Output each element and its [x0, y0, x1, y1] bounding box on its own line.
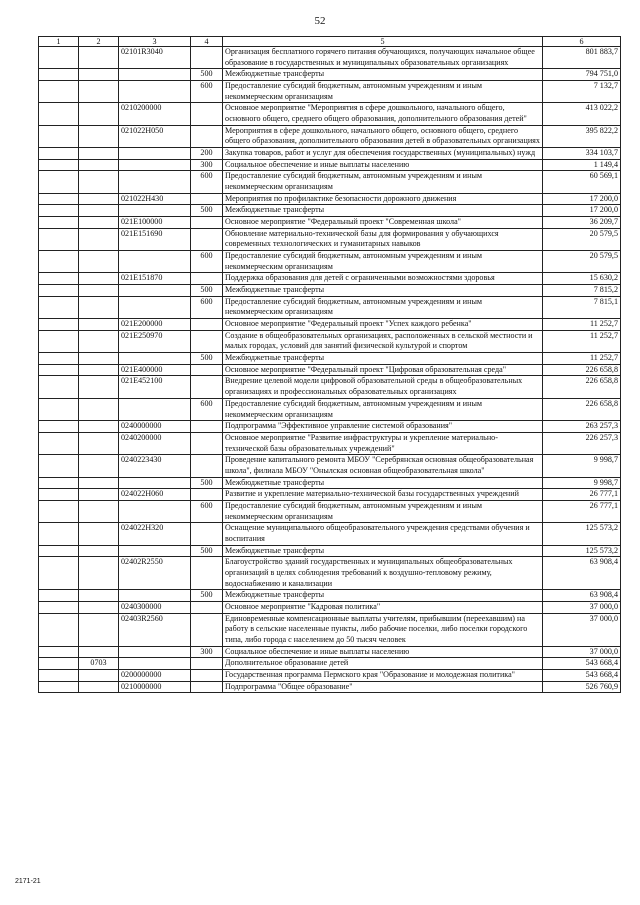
cell-target-code: 0240000000	[119, 421, 191, 433]
cell-target-code	[119, 251, 191, 273]
cell-section-code	[79, 545, 119, 557]
cell-description: Основное мероприятие "Федеральный проект "Современная школа"	[223, 217, 543, 229]
table-row	[39, 103, 621, 125]
cell-description: Межбюджетные трансферты	[223, 590, 543, 602]
cell-amount: 801 883,7	[543, 47, 621, 69]
cell-section-code	[79, 319, 119, 331]
cell-description: Основное мероприятие "Федеральный проект "Успех каждого ребенка"	[223, 319, 543, 331]
table-row	[39, 148, 621, 160]
cell-amount: 226 658,8	[543, 376, 621, 398]
cell-section-code	[79, 148, 119, 160]
table-row	[39, 319, 621, 331]
cell-amount: 26 777,1	[543, 500, 621, 522]
table-row	[39, 47, 621, 69]
cell-description: Мероприятия в сфере дошкольного, начального общего, основного общего, среднего общего образования, дополнительного образования детей в образовательных организациях	[223, 125, 543, 147]
cell-description: Оснащение муниципального общеобразовательного учреждения средствами обучения и воспитания	[223, 523, 543, 545]
table-row	[39, 421, 621, 433]
cell-expense-type	[191, 669, 223, 681]
table-row	[39, 364, 621, 376]
cell-section-code	[79, 330, 119, 352]
cell-description: Предоставление субсидий бюджетным, автономным учреждениям и иным некоммерческим организациям	[223, 398, 543, 420]
cell-col1	[39, 669, 79, 681]
cell-expense-type	[191, 330, 223, 352]
table-row	[39, 613, 621, 646]
cell-description: Мероприятия по профилактике безопасности дорожного движения	[223, 193, 543, 205]
cell-description: Основное мероприятие "Кадровая политика"	[223, 601, 543, 613]
table-row	[39, 251, 621, 273]
table-row	[39, 523, 621, 545]
cell-section-code	[79, 613, 119, 646]
cell-description: Социальное обеспечение и иные выплаты населению	[223, 646, 543, 658]
cell-target-code: 021Е250970	[119, 330, 191, 352]
cell-description: Межбюджетные трансферты	[223, 477, 543, 489]
cell-target-code	[119, 285, 191, 297]
cell-amount: 26 777,1	[543, 489, 621, 501]
cell-col1	[39, 125, 79, 147]
cell-section-code	[79, 125, 119, 147]
cell-description: Обновление материально-технической базы для формирования у обучающихся современных технологических и гуманитарных навыков	[223, 228, 543, 250]
cell-description: Предоставление субсидий бюджетным, автономным учреждениям и иным некоммерческим организациям	[223, 500, 543, 522]
cell-description: Единовременные компенсационные выплаты учителям, прибывшим (переехавшим) на работу в сельские населенные пункты, либо рабочие поселки, либо поселки городского типа, либо города с населением до 50 тысяч человек	[223, 613, 543, 646]
cell-section-code	[79, 205, 119, 217]
cell-target-code: 021Е400000	[119, 364, 191, 376]
cell-col1	[39, 193, 79, 205]
cell-amount: 226 658,8	[543, 398, 621, 420]
cell-amount: 526 760,9	[543, 681, 621, 693]
table-row	[39, 500, 621, 522]
table-row	[39, 217, 621, 229]
cell-section-code	[79, 669, 119, 681]
cell-col1	[39, 205, 79, 217]
cell-section-code	[79, 171, 119, 193]
cell-section-code	[79, 217, 119, 229]
cell-target-code	[119, 69, 191, 81]
cell-target-code	[119, 296, 191, 318]
cell-target-code: 0240300000	[119, 601, 191, 613]
cell-target-code: 0240223430	[119, 455, 191, 477]
cell-target-code	[119, 646, 191, 658]
column-header: 2	[79, 37, 119, 47]
cell-amount: 794 751,0	[543, 69, 621, 81]
cell-amount: 17 200,0	[543, 193, 621, 205]
cell-target-code: 0200000000	[119, 669, 191, 681]
cell-expense-type	[191, 421, 223, 433]
budget-table	[38, 36, 621, 693]
table-row	[39, 159, 621, 171]
table-row	[39, 81, 621, 103]
cell-section-code	[79, 376, 119, 398]
cell-expense-type: 600	[191, 251, 223, 273]
cell-amount: 15 630,2	[543, 273, 621, 285]
cell-description: Предоставление субсидий бюджетным, автономным учреждениям и иным некоммерческим организациям	[223, 251, 543, 273]
table-row	[39, 455, 621, 477]
cell-section-code	[79, 159, 119, 171]
table-row	[39, 125, 621, 147]
cell-expense-type: 500	[191, 205, 223, 217]
cell-expense-type	[191, 103, 223, 125]
cell-section-code	[79, 296, 119, 318]
cell-description: Межбюджетные трансферты	[223, 353, 543, 365]
cell-description: Предоставление субсидий бюджетным, автономным учреждениям и иным некоммерческим организациям	[223, 296, 543, 318]
cell-target-code	[119, 398, 191, 420]
cell-col1	[39, 353, 79, 365]
cell-section-code	[79, 228, 119, 250]
cell-section-code	[79, 489, 119, 501]
cell-col1	[39, 148, 79, 160]
cell-section-code	[79, 398, 119, 420]
cell-amount: 60 569,1	[543, 171, 621, 193]
cell-amount: 20 579,5	[543, 228, 621, 250]
cell-section-code	[79, 251, 119, 273]
table-body	[39, 47, 621, 693]
cell-col1	[39, 455, 79, 477]
cell-expense-type	[191, 489, 223, 501]
cell-amount: 9 998,7	[543, 455, 621, 477]
table-row	[39, 658, 621, 670]
cell-amount: 36 209,7	[543, 217, 621, 229]
cell-section-code	[79, 81, 119, 103]
cell-amount: 7 815,2	[543, 285, 621, 297]
cell-target-code: 02101R3040	[119, 47, 191, 69]
cell-col1	[39, 601, 79, 613]
cell-col1	[39, 421, 79, 433]
cell-amount: 263 257,3	[543, 421, 621, 433]
cell-col1	[39, 273, 79, 285]
cell-description: Государственная программа Пермского края "Образование и молодежная политика"	[223, 669, 543, 681]
cell-expense-type	[191, 557, 223, 590]
cell-target-code: 021022Н430	[119, 193, 191, 205]
cell-col1	[39, 330, 79, 352]
cell-amount: 9 998,7	[543, 477, 621, 489]
cell-target-code	[119, 205, 191, 217]
table-row	[39, 376, 621, 398]
cell-description: Создание в общеобразовательных организациях, расположенных в сельской местности и малых городах, условий для занятий физической культурой и спортом	[223, 330, 543, 352]
cell-description: Развитие и укрепление материально-технической базы государственных учреждений	[223, 489, 543, 501]
cell-description: Межбюджетные трансферты	[223, 285, 543, 297]
cell-col1	[39, 251, 79, 273]
cell-section-code	[79, 47, 119, 69]
cell-target-code	[119, 148, 191, 160]
cell-amount: 11 252,7	[543, 319, 621, 331]
cell-amount: 226 257,3	[543, 432, 621, 454]
cell-expense-type: 300	[191, 646, 223, 658]
cell-col1	[39, 376, 79, 398]
cell-target-code: 0210200000	[119, 103, 191, 125]
cell-col1	[39, 545, 79, 557]
cell-col1	[39, 489, 79, 501]
cell-target-code	[119, 477, 191, 489]
cell-col1	[39, 646, 79, 658]
cell-expense-type: 500	[191, 590, 223, 602]
table-row	[39, 171, 621, 193]
cell-target-code: 024022Н320	[119, 523, 191, 545]
cell-col1	[39, 171, 79, 193]
cell-expense-type: 500	[191, 285, 223, 297]
cell-section-code	[79, 590, 119, 602]
cell-amount: 395 822,2	[543, 125, 621, 147]
cell-target-code: 02403R2560	[119, 613, 191, 646]
table-row	[39, 296, 621, 318]
cell-section-code	[79, 353, 119, 365]
cell-section-code: 0703	[79, 658, 119, 670]
cell-target-code: 02402R2550	[119, 557, 191, 590]
cell-col1	[39, 47, 79, 69]
cell-section-code	[79, 601, 119, 613]
cell-expense-type: 300	[191, 159, 223, 171]
cell-expense-type: 600	[191, 500, 223, 522]
cell-description: Предоставление субсидий бюджетным, автономным учреждениям и иным некоммерческим организациям	[223, 171, 543, 193]
cell-expense-type: 600	[191, 171, 223, 193]
cell-col1	[39, 103, 79, 125]
cell-amount: 334 103,7	[543, 148, 621, 160]
cell-description: Организация бесплатного горячего питания обучающихся, получающих начальное общее образование в государственных и муниципальных образовательных организациях	[223, 47, 543, 69]
cell-col1	[39, 432, 79, 454]
cell-description: Социальное обеспечение и иные выплаты населению	[223, 159, 543, 171]
cell-col1	[39, 228, 79, 250]
table-header-row	[39, 37, 621, 47]
cell-amount: 1 149,4	[543, 159, 621, 171]
table-row	[39, 669, 621, 681]
cell-col1	[39, 557, 79, 590]
table-row	[39, 646, 621, 658]
cell-target-code: 021Е200000	[119, 319, 191, 331]
page-number: 52	[314, 15, 326, 27]
cell-expense-type	[191, 613, 223, 646]
cell-amount: 413 022,2	[543, 103, 621, 125]
table-row	[39, 477, 621, 489]
cell-expense-type	[191, 455, 223, 477]
table-row	[39, 601, 621, 613]
cell-expense-type	[191, 47, 223, 69]
cell-section-code	[79, 193, 119, 205]
table-row	[39, 557, 621, 590]
table-row	[39, 432, 621, 454]
cell-expense-type	[191, 125, 223, 147]
cell-expense-type	[191, 319, 223, 331]
cell-target-code: 021022Н050	[119, 125, 191, 147]
table-row	[39, 273, 621, 285]
cell-target-code: 021Е452100	[119, 376, 191, 398]
cell-description: Межбюджетные трансферты	[223, 69, 543, 81]
cell-expense-type	[191, 523, 223, 545]
column-header: 1	[39, 37, 79, 47]
cell-col1	[39, 69, 79, 81]
cell-target-code: 021Е100000	[119, 217, 191, 229]
column-header: 3	[119, 37, 191, 47]
cell-target-code	[119, 590, 191, 602]
column-header: 5	[223, 37, 543, 47]
cell-section-code	[79, 523, 119, 545]
cell-target-code: 021Е151690	[119, 228, 191, 250]
cell-amount: 7 815,1	[543, 296, 621, 318]
cell-amount: 543 668,4	[543, 658, 621, 670]
cell-target-code	[119, 658, 191, 670]
cell-description: Основное мероприятие "Мероприятия в сфере дошкольного, начального общего, основного общего, среднего общего образования, дополнительного образования детей"	[223, 103, 543, 125]
table-row	[39, 681, 621, 693]
cell-expense-type: 500	[191, 545, 223, 557]
cell-expense-type	[191, 217, 223, 229]
cell-section-code	[79, 364, 119, 376]
cell-amount: 7 132,7	[543, 81, 621, 103]
cell-col1	[39, 613, 79, 646]
footer-code: 2171-21	[15, 878, 41, 885]
table-row	[39, 228, 621, 250]
cell-col1	[39, 159, 79, 171]
cell-target-code: 024022Н060	[119, 489, 191, 501]
cell-col1	[39, 477, 79, 489]
cell-description: Предоставление субсидий бюджетным, автономным учреждениям и иным некоммерческим организациям	[223, 81, 543, 103]
cell-col1	[39, 658, 79, 670]
table-row	[39, 285, 621, 297]
cell-amount: 37 000,0	[543, 601, 621, 613]
cell-col1	[39, 398, 79, 420]
cell-expense-type	[191, 658, 223, 670]
cell-target-code: 0240200000	[119, 432, 191, 454]
cell-section-code	[79, 557, 119, 590]
cell-amount: 37 000,0	[543, 613, 621, 646]
cell-amount: 63 908,4	[543, 590, 621, 602]
cell-col1	[39, 500, 79, 522]
cell-target-code: 0210000000	[119, 681, 191, 693]
cell-amount: 11 252,7	[543, 330, 621, 352]
column-header: 6	[543, 37, 621, 47]
cell-expense-type	[191, 376, 223, 398]
cell-section-code	[79, 285, 119, 297]
cell-description: Межбюджетные трансферты	[223, 205, 543, 217]
table-row	[39, 545, 621, 557]
table-row	[39, 69, 621, 81]
cell-target-code	[119, 545, 191, 557]
cell-description: Проведение капитального ремонта МБОУ "Серебрянская основная общеобразовательная школа", филиала МБОУ "Онылская основная общеобразовательная школа"	[223, 455, 543, 477]
cell-target-code	[119, 81, 191, 103]
cell-amount: 125 573,2	[543, 545, 621, 557]
cell-expense-type	[191, 432, 223, 454]
cell-description: Основное мероприятие "Федеральный проект "Цифровая образовательная среда"	[223, 364, 543, 376]
cell-col1	[39, 681, 79, 693]
cell-expense-type: 500	[191, 477, 223, 489]
cell-target-code: 021Е151870	[119, 273, 191, 285]
cell-section-code	[79, 500, 119, 522]
cell-section-code	[79, 681, 119, 693]
cell-expense-type	[191, 601, 223, 613]
cell-expense-type: 600	[191, 81, 223, 103]
cell-expense-type: 500	[191, 353, 223, 365]
cell-expense-type: 500	[191, 69, 223, 81]
table-row	[39, 205, 621, 217]
table-row	[39, 489, 621, 501]
cell-target-code	[119, 500, 191, 522]
cell-description: Внедрение целевой модели цифровой образовательной среды в общеобразовательных организациях и профессиональных образовательных организациях	[223, 376, 543, 398]
table-row	[39, 330, 621, 352]
cell-description: Поддержка образования для детей с ограниченными возможностями здоровья	[223, 273, 543, 285]
cell-description: Подпрограмма "Общее образование"	[223, 681, 543, 693]
cell-amount: 37 000,0	[543, 646, 621, 658]
cell-amount: 17 200,0	[543, 205, 621, 217]
cell-description: Основное мероприятие "Развитие инфраструктуры и укрепление материально-технической базы образовательных учреждений"	[223, 432, 543, 454]
cell-col1	[39, 590, 79, 602]
cell-expense-type: 200	[191, 148, 223, 160]
cell-expense-type	[191, 273, 223, 285]
cell-section-code	[79, 273, 119, 285]
cell-col1	[39, 364, 79, 376]
cell-section-code	[79, 455, 119, 477]
cell-amount: 543 668,4	[543, 669, 621, 681]
cell-section-code	[79, 421, 119, 433]
cell-target-code	[119, 159, 191, 171]
cell-col1	[39, 296, 79, 318]
cell-col1	[39, 285, 79, 297]
column-header: 4	[191, 37, 223, 47]
table-row	[39, 353, 621, 365]
cell-description: Межбюджетные трансферты	[223, 545, 543, 557]
cell-section-code	[79, 69, 119, 81]
cell-col1	[39, 523, 79, 545]
cell-amount: 125 573,2	[543, 523, 621, 545]
cell-amount: 11 252,7	[543, 353, 621, 365]
cell-description: Благоустройство зданий государственных и муниципальных общеобразовательных организаций в целях соблюдения требований к воздушно-тепловому режиму, водоснабжению и канализации	[223, 557, 543, 590]
cell-target-code	[119, 171, 191, 193]
cell-col1	[39, 81, 79, 103]
cell-amount: 20 579,5	[543, 251, 621, 273]
cell-col1	[39, 217, 79, 229]
cell-expense-type: 600	[191, 296, 223, 318]
cell-description: Дополнительное образование детей	[223, 658, 543, 670]
cell-expense-type	[191, 193, 223, 205]
cell-description: Подпрограмма "Эффективное управление системой образования"	[223, 421, 543, 433]
cell-expense-type	[191, 228, 223, 250]
cell-expense-type	[191, 681, 223, 693]
cell-section-code	[79, 646, 119, 658]
cell-section-code	[79, 103, 119, 125]
table-row	[39, 193, 621, 205]
cell-col1	[39, 319, 79, 331]
table-row	[39, 398, 621, 420]
cell-description: Закупка товаров, работ и услуг для обеспечения государственных (муниципальных) нужд	[223, 148, 543, 160]
cell-expense-type	[191, 364, 223, 376]
cell-target-code	[119, 353, 191, 365]
table-row	[39, 590, 621, 602]
cell-section-code	[79, 432, 119, 454]
cell-section-code	[79, 477, 119, 489]
cell-amount: 226 658,8	[543, 364, 621, 376]
cell-expense-type: 600	[191, 398, 223, 420]
cell-amount: 63 908,4	[543, 557, 621, 590]
